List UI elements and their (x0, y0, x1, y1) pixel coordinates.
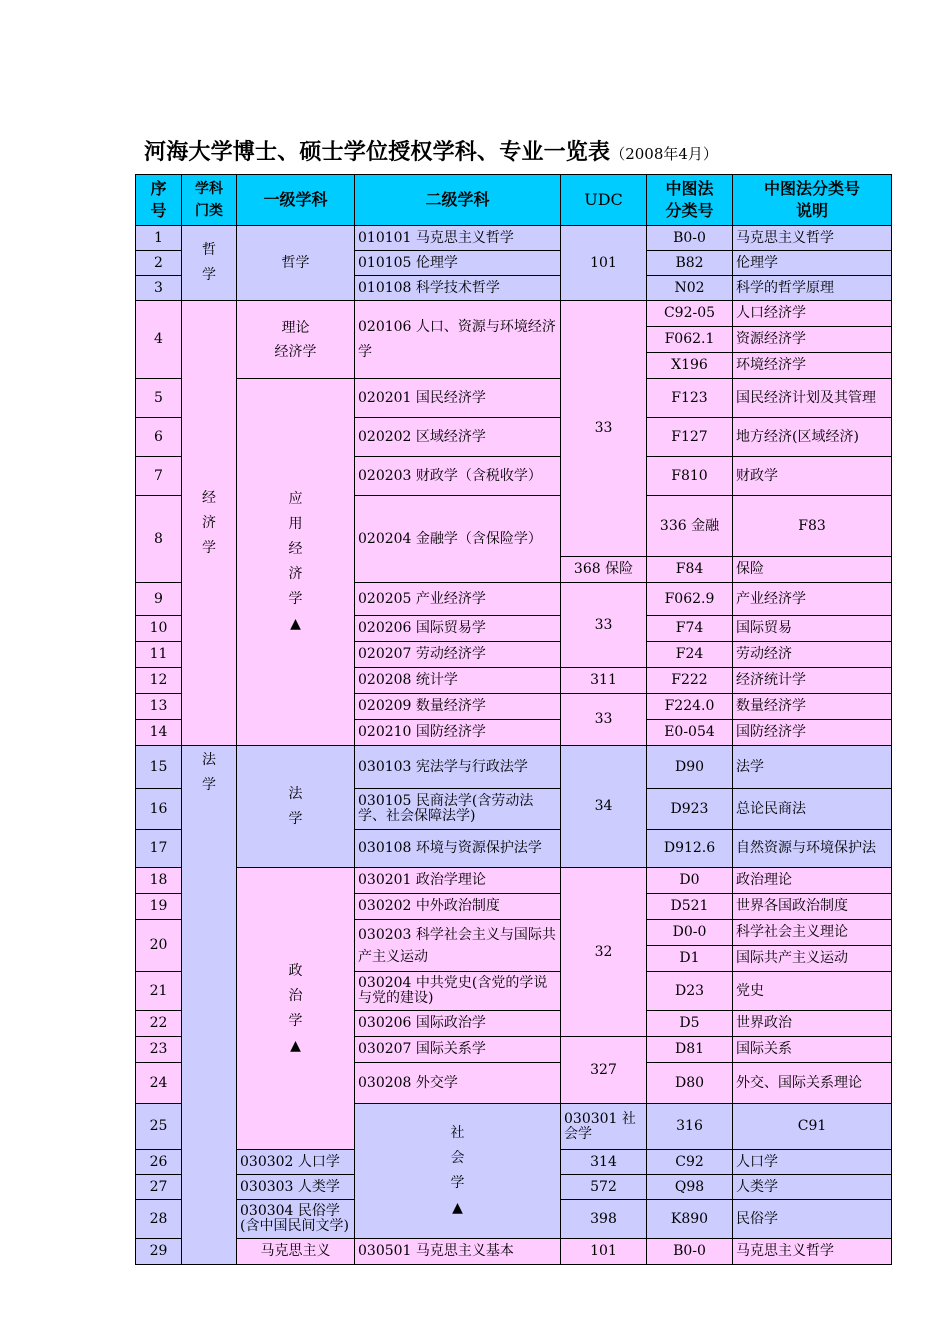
desc-cell: 民俗学 (733, 1200, 892, 1239)
clc-cell: F222 (647, 668, 733, 694)
seq-cell: 11 (136, 642, 182, 668)
clc-cell: C91 (733, 1104, 892, 1150)
clc-cell: F062.1 (647, 327, 733, 353)
clc-cell: C92-05 (647, 301, 733, 327)
desc-cell: 政治理论 (733, 868, 892, 894)
second-level-cell: 020201 国民经济学 (355, 379, 561, 418)
seq-cell: 7 (136, 457, 182, 496)
clc-cell: N02 (647, 276, 733, 301)
second-level-cell: 030303 人类学 (237, 1175, 355, 1200)
clc-cell: B0-0 (647, 226, 733, 251)
seq-cell: 17 (136, 830, 182, 868)
title-text: 河海大学博士、硕士学位授权学科、专业一览表 (144, 139, 611, 165)
title-date: （2008年4月） (610, 145, 718, 163)
second-level-cell: 030501 马克思主义基本 (355, 1239, 561, 1265)
table-row (136, 379, 892, 418)
desc-cell: 劳动经济 (733, 642, 892, 668)
header-first-level: 一级学科 (237, 175, 355, 226)
second-level-cell: 020106 人口、资源与环境经济学 (355, 301, 561, 379)
desc-cell: 马克思主义哲学 (733, 1239, 892, 1265)
clc-cell: F123 (647, 379, 733, 418)
desc-cell: 国防经济学 (733, 720, 892, 746)
clc-cell: B82 (647, 251, 733, 276)
clc-cell: D521 (647, 894, 733, 920)
header-seq: 序 号 (136, 175, 182, 226)
table-row (136, 301, 892, 327)
second-level-cell: 030208 外交学 (355, 1063, 561, 1104)
second-level-cell: 010101 马克思主义哲学 (355, 226, 561, 251)
clc-cell: F224.0 (647, 694, 733, 720)
desc-cell: 地方经济(区域经济) (733, 418, 892, 457)
first-level-cell: 理论 经济学 (237, 301, 355, 379)
clc-cell: D923 (647, 789, 733, 830)
udc-cell: 32 (561, 868, 647, 1037)
seq-cell: 10 (136, 616, 182, 642)
second-level-cell: 030105 民商法学(含劳动法学、社会保障法学) (355, 789, 561, 830)
clc-cell: F127 (647, 418, 733, 457)
second-level-cell: 010108 科学技术哲学 (355, 276, 561, 301)
seq-cell: 25 (136, 1104, 182, 1150)
desc-cell: 法学 (733, 746, 892, 789)
clc-cell: F24 (647, 642, 733, 668)
udc-cell: 368 保险 (561, 557, 647, 583)
first-level-cell: 政 治 学 ▲ (237, 868, 355, 1150)
header-category: 学科 门类 (182, 175, 237, 226)
clc-cell: D912.6 (647, 830, 733, 868)
clc-cell: D81 (647, 1037, 733, 1063)
udc-cell: 327 (561, 1037, 647, 1104)
second-level-cell: 020209 数量经济学 (355, 694, 561, 720)
seq-cell: 1 (136, 226, 182, 251)
second-level-cell: 020204 金融学（含保险学） (355, 496, 561, 583)
second-level-cell: 030203 科学社会主义与国际共产主义运动 (355, 920, 561, 972)
udc-cell: 398 (561, 1200, 647, 1239)
seq-cell: 26 (136, 1150, 182, 1175)
table-row (136, 868, 892, 894)
desc-cell: 国际共产主义运动 (733, 946, 892, 972)
desc-cell: 国际关系 (733, 1037, 892, 1063)
second-level-cell: 020207 劳动经济学 (355, 642, 561, 668)
seq-cell: 29 (136, 1239, 182, 1265)
second-level-cell: 020210 国防经济学 (355, 720, 561, 746)
desc-cell: 总论民商法 (733, 789, 892, 830)
desc-cell: 自然资源与环境保护法 (733, 830, 892, 868)
second-level-cell: 030304 民俗学(含中国民间文学) (237, 1200, 355, 1239)
second-level-cell: 030302 人口学 (237, 1150, 355, 1175)
udc-cell: 33 (561, 583, 647, 668)
desc-cell: 数量经济学 (733, 694, 892, 720)
clc-cell: E0-054 (647, 720, 733, 746)
desc-cell: 伦理学 (733, 251, 892, 276)
first-level-cell: 应 用 经 济 学 ▲ (237, 379, 355, 746)
seq-cell: 12 (136, 668, 182, 694)
seq-cell: 16 (136, 789, 182, 830)
clc-cell: F74 (647, 616, 733, 642)
desc-cell: 马克思主义哲学 (733, 226, 892, 251)
clc-cell: B0-0 (647, 1239, 733, 1265)
seq-cell: 14 (136, 720, 182, 746)
table-row (136, 226, 892, 251)
udc-cell: 33 (561, 301, 647, 557)
header-second-level: 二级学科 (355, 175, 561, 226)
second-level-cell: 030201 政治学理论 (355, 868, 561, 894)
category-cell: 经 济 学 (182, 301, 237, 746)
clc-cell: D1 (647, 946, 733, 972)
clc-cell: C92 (647, 1150, 733, 1175)
clc-cell: D23 (647, 972, 733, 1011)
second-level-cell: 030301 社会学 (561, 1104, 647, 1150)
desc-cell: 资源经济学 (733, 327, 892, 353)
desc-cell: 国际贸易 (733, 616, 892, 642)
desc-cell: 产业经济学 (733, 583, 892, 616)
seq-cell: 22 (136, 1011, 182, 1037)
seq-cell: 5 (136, 379, 182, 418)
seq-cell: 6 (136, 418, 182, 457)
udc-cell: 33 (561, 694, 647, 746)
table-row (136, 746, 892, 789)
clc-cell: D80 (647, 1063, 733, 1104)
desc-cell: 国民经济计划及其管理 (733, 379, 892, 418)
page-title (144, 135, 718, 167)
seq-cell: 21 (136, 972, 182, 1011)
seq-cell: 19 (136, 894, 182, 920)
header-udc: UDC (561, 175, 647, 226)
category-label: 法 学 (202, 752, 216, 793)
desc-cell: 人口学 (733, 1150, 892, 1175)
clc-cell: D5 (647, 1011, 733, 1037)
seq-cell: 18 (136, 868, 182, 894)
desc-cell: 世界各国政治制度 (733, 894, 892, 920)
seq-cell: 2 (136, 251, 182, 276)
desc-cell: 保险 (733, 557, 892, 583)
table-row (136, 1239, 892, 1265)
clc-cell: D90 (647, 746, 733, 789)
desc-cell: 世界政治 (733, 1011, 892, 1037)
second-level-cell: 030103 宪法学与行政法学 (355, 746, 561, 789)
udc-cell: 314 (561, 1150, 647, 1175)
desc-cell: 财政学 (733, 457, 892, 496)
second-level-cell: 020208 统计学 (355, 668, 561, 694)
udc-cell: 101 (561, 226, 647, 301)
desc-cell: 外交、国际关系理论 (733, 1063, 892, 1104)
clc-cell: F83 (733, 496, 892, 557)
udc-cell: 34 (561, 746, 647, 868)
header-clc-desc: 中图法分类号 说明 (733, 175, 892, 226)
clc-cell: F84 (647, 557, 733, 583)
second-level-cell: 030204 中共党史(含党的学说与党的建设) (355, 972, 561, 1011)
clc-cell: Q98 (647, 1175, 733, 1200)
second-level-cell: 030202 中外政治制度 (355, 894, 561, 920)
second-level-cell: 030207 国际关系学 (355, 1037, 561, 1063)
udc-cell: 572 (561, 1175, 647, 1200)
desc-cell: 经济统计学 (733, 668, 892, 694)
udc-cell: 336 金融 (647, 496, 733, 557)
category-cell: 哲 学 (182, 226, 237, 301)
first-level-cell: 社 会 学 ▲ (355, 1104, 561, 1239)
header-row (136, 175, 892, 226)
seq-cell: 13 (136, 694, 182, 720)
second-level-cell: 030206 国际政治学 (355, 1011, 561, 1037)
seq-cell: 15 (136, 746, 182, 789)
clc-cell: X196 (647, 353, 733, 379)
subject-table (135, 174, 892, 1265)
clc-cell: F062.9 (647, 583, 733, 616)
desc-cell: 环境经济学 (733, 353, 892, 379)
desc-cell: 人口经济学 (733, 301, 892, 327)
udc-cell: 311 (561, 668, 647, 694)
udc-cell: 316 (647, 1104, 733, 1150)
seq-cell: 20 (136, 920, 182, 972)
desc-cell: 科学社会主义理论 (733, 920, 892, 946)
desc-cell: 人类学 (733, 1175, 892, 1200)
seq-cell: 23 (136, 1037, 182, 1063)
udc-cell: 101 (561, 1239, 647, 1265)
clc-cell: D0 (647, 868, 733, 894)
second-level-cell: 030108 环境与资源保护法学 (355, 830, 561, 868)
desc-cell: 科学的哲学原理 (733, 276, 892, 301)
seq-cell: 8 (136, 496, 182, 583)
first-level-cell: 法 学 (237, 746, 355, 868)
seq-cell: 27 (136, 1175, 182, 1200)
clc-cell: D0-0 (647, 920, 733, 946)
header-clc: 中图法 分类号 (647, 175, 733, 226)
second-level-cell: 020205 产业经济学 (355, 583, 561, 616)
desc-cell: 党史 (733, 972, 892, 1011)
seq-cell: 24 (136, 1063, 182, 1104)
clc-cell: F810 (647, 457, 733, 496)
clc-cell: K890 (647, 1200, 733, 1239)
seq-cell: 3 (136, 276, 182, 301)
second-level-cell: 020203 财政学（含税收学） (355, 457, 561, 496)
seq-cell: 28 (136, 1200, 182, 1239)
category-cell (182, 746, 237, 1265)
second-level-cell: 020202 区域经济学 (355, 418, 561, 457)
seq-cell: 4 (136, 301, 182, 379)
second-level-cell: 010105 伦理学 (355, 251, 561, 276)
seq-cell: 9 (136, 583, 182, 616)
first-level-cell: 马克思主义 (237, 1239, 355, 1265)
second-level-cell: 020206 国际贸易学 (355, 616, 561, 642)
first-level-cell: 哲学 (237, 226, 355, 301)
